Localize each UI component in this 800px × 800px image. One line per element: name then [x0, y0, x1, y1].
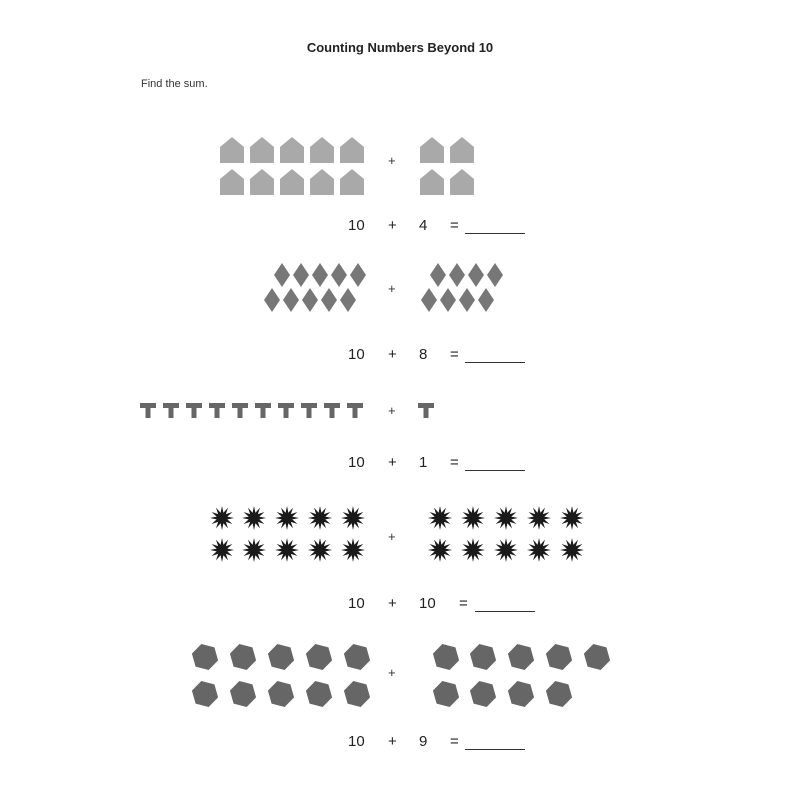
t-letter-icon [163, 403, 179, 418]
addend-b-1: 4 [419, 217, 428, 234]
addend-a-4: 10 [348, 595, 365, 612]
house-icon [340, 169, 364, 195]
hexagon-icon [344, 681, 370, 707]
t-letter-icon [418, 403, 434, 418]
equals-1: = [450, 217, 459, 234]
t-letter-icon [209, 403, 225, 418]
page-title: Counting Numbers Beyond 10 [306, 40, 494, 55]
hexagon-icon [268, 644, 294, 670]
equals-2: = [450, 346, 459, 363]
hexagon-icon [584, 644, 610, 670]
starburst-icon [527, 506, 551, 530]
hexagon-icon [508, 644, 534, 670]
hexagon-icon [268, 681, 294, 707]
right-group-1 [420, 137, 474, 195]
diamond-icon [340, 288, 356, 312]
operator-5: + [388, 733, 397, 750]
t-letter-icon [324, 403, 340, 418]
diamond-icon [440, 288, 456, 312]
starburst-icon [560, 538, 584, 562]
house-icon [310, 169, 334, 195]
starburst-icon [428, 538, 452, 562]
plus-sign-2: + [388, 281, 396, 296]
addend-a-5: 10 [348, 733, 365, 750]
addend-a-2: 10 [348, 346, 365, 363]
operator-3: + [388, 454, 397, 471]
starburst-icon [242, 538, 266, 562]
operator-1: + [388, 217, 397, 234]
t-letter-icon [347, 403, 363, 418]
plus-sign-1: + [388, 153, 396, 168]
starburst-icon [308, 538, 332, 562]
house-icon [220, 169, 244, 195]
addend-a-1: 10 [348, 217, 365, 234]
diamond-icon [302, 288, 318, 312]
left-group-1 [220, 137, 364, 195]
hexagon-icon [470, 644, 496, 670]
starburst-icon [341, 538, 365, 562]
house-icon [220, 137, 244, 163]
diamond-icon [459, 288, 475, 312]
starburst-icon [341, 506, 365, 530]
house-icon [280, 169, 304, 195]
hexagon-icon [344, 644, 370, 670]
house-icon [420, 137, 444, 163]
addend-b-3: 1 [419, 454, 428, 471]
diamond-icon [487, 263, 503, 287]
t-letter-icon [186, 403, 202, 418]
answer-blank-4[interactable] [475, 611, 535, 612]
diamond-icon [350, 263, 366, 287]
hexagon-icon [306, 644, 332, 670]
addend-b-5: 9 [419, 733, 428, 750]
starburst-icon [494, 538, 518, 562]
left-group-5 [192, 644, 370, 707]
t-letter-icon [301, 403, 317, 418]
t-letter-icon [278, 403, 294, 418]
starburst-icon [494, 506, 518, 530]
addend-b-2: 8 [419, 346, 428, 363]
diamond-icon [478, 288, 494, 312]
equals-3: = [450, 454, 459, 471]
addend-b-4: 10 [419, 595, 436, 612]
answer-blank-3[interactable] [465, 470, 525, 471]
addend-a-3: 10 [348, 454, 365, 471]
diamond-icon [449, 263, 465, 287]
house-icon [310, 137, 334, 163]
instruction-text: Find the sum. [141, 78, 208, 90]
starburst-icon [308, 506, 332, 530]
operator-2: + [388, 346, 397, 363]
answer-blank-5[interactable] [465, 749, 525, 750]
house-icon [450, 137, 474, 163]
answer-blank-2[interactable] [465, 362, 525, 363]
t-letter-icon [140, 403, 156, 418]
diamond-icon [274, 263, 290, 287]
diamond-icon [421, 288, 437, 312]
hexagon-icon [433, 681, 459, 707]
diamond-icon [293, 263, 309, 287]
hexagon-icon [192, 644, 218, 670]
hexagon-icon [508, 681, 534, 707]
house-icon [340, 137, 364, 163]
equals-5: = [450, 733, 459, 750]
hexagon-icon [433, 644, 459, 670]
starburst-icon [461, 506, 485, 530]
starburst-icon [275, 506, 299, 530]
diamond-icon [321, 288, 337, 312]
starburst-icon [428, 506, 452, 530]
answer-blank-1[interactable] [465, 233, 525, 234]
diamond-icon [312, 263, 328, 287]
house-icon [420, 169, 444, 195]
t-letter-icon [232, 403, 248, 418]
starburst-icon [560, 506, 584, 530]
hexagon-icon [230, 644, 256, 670]
diamond-icon [468, 263, 484, 287]
right-group-2 [421, 263, 503, 312]
starburst-icon [275, 538, 299, 562]
hexagon-icon [230, 681, 256, 707]
hexagon-icon [192, 681, 218, 707]
operator-4: + [388, 595, 397, 612]
diamond-icon [283, 288, 299, 312]
hexagon-icon [546, 644, 572, 670]
left-group-4 [210, 506, 365, 562]
plus-sign-3: + [388, 403, 396, 418]
house-icon [450, 169, 474, 195]
t-letter-icon [255, 403, 271, 418]
house-icon [250, 137, 274, 163]
starburst-icon [210, 506, 234, 530]
diamond-icon [430, 263, 446, 287]
plus-sign-4: + [388, 529, 396, 544]
left-group-3 [140, 403, 363, 418]
right-group-5 [433, 644, 610, 707]
starburst-icon [210, 538, 234, 562]
right-group-3 [418, 403, 434, 418]
hexagon-icon [306, 681, 332, 707]
left-group-2 [264, 263, 366, 312]
starburst-icon [242, 506, 266, 530]
plus-sign-5: + [388, 665, 396, 680]
hexagon-icon [470, 681, 496, 707]
starburst-icon [461, 538, 485, 562]
diamond-icon [264, 288, 280, 312]
diamond-icon [331, 263, 347, 287]
house-icon [280, 137, 304, 163]
hexagon-icon [546, 681, 572, 707]
house-icon [250, 169, 274, 195]
equals-4: = [459, 595, 468, 612]
right-group-4 [428, 506, 584, 562]
starburst-icon [527, 538, 551, 562]
